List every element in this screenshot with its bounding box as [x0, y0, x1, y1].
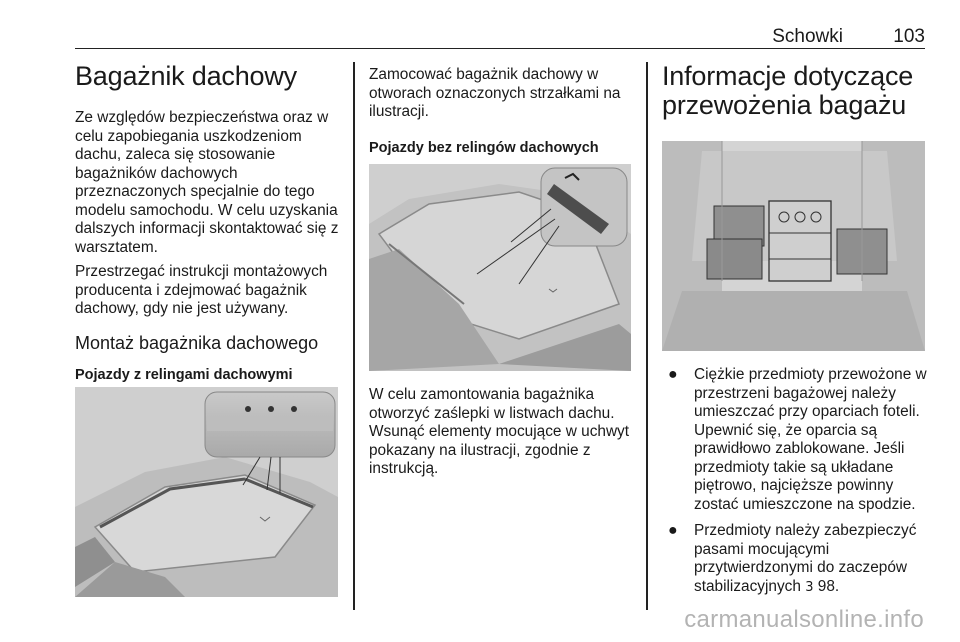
page-reference-link[interactable]: 98. — [817, 577, 840, 595]
no-rails-instructions: W celu zamontowania bagażnika otworzyć zaślepki w listwach dachu. Wsunąć elementy mocujące w uchwyt pokazany na ilustracji, zgodnie z instrukcją. — [369, 386, 630, 477]
luggage-info-list — [662, 366, 932, 605]
column-divider — [353, 62, 355, 610]
roof-rack-heading: Bagażnik dachowy — [75, 61, 297, 91]
roof-rack-instructions: Przestrzegać instrukcji montażowych producenta i zdejmować bagażnik dachowy, gdy nie jest używany. — [75, 263, 328, 317]
secure-items-text: Przedmioty należy zabezpieczyć pasami mocującymi przytwierdzonymi do zaczepów stabilizacyjnych — [694, 522, 917, 595]
variant-with-rails-heading: Pojazdy z relingami dachowymi — [75, 366, 293, 383]
column-no-rails-text — [369, 386, 634, 479]
cargo-area-illustration — [662, 141, 925, 351]
mounting-subheading: Montaż bagażnika dachowego — [75, 332, 319, 353]
bullet-icon: ● — [668, 366, 678, 383]
heavy-items-text: Ciężkie przedmioty przewożone w przestrzeni bagażowej należy umieszczać przy oparciach foteli. Upewnić się, że oparcia są prawidłowo zablokowane. Jeśli przedmioty takie są układane piętrowo, najcięższe powinny zostać umieszczone na spodzie. — [694, 366, 927, 513]
column-roof-rack — [75, 62, 343, 384]
page-number: 103 — [893, 26, 925, 47]
list-item — [662, 522, 932, 597]
column-luggage-info — [662, 62, 932, 120]
variant-without-rails-heading: Pojazdy bez relingów dachowych — [369, 139, 599, 156]
roof-no-rails-illustration — [369, 164, 631, 371]
page-header — [75, 22, 925, 49]
luggage-heading-line1: Informacje dotyczące — [662, 61, 914, 91]
list-item — [662, 366, 932, 514]
bullet-icon: ● — [668, 522, 678, 539]
section-title: Schowki — [772, 26, 843, 47]
column-no-rails — [369, 62, 634, 157]
watermark: carmanualsonline.info — [684, 606, 924, 633]
luggage-heading-line2: przewożenia bagażu — [662, 90, 907, 120]
column-divider — [646, 62, 648, 610]
roof-rack-intro: Ze względów bezpieczeństwa oraz w celu zapobiegania uszkodzeniom dachu, zaleca się stosowanie bagażników dachowych przeznaczonych specjalnie do tego modelu samochodu. W celu uzyskania dalszych informacji skontaktować się z warsztatem. — [75, 109, 339, 256]
mounting-points-text: Zamocować bagażnik dachowy w otworach oznaczonych strzałkami na ilustracji. — [369, 66, 621, 120]
page-reference-icon: 3 — [805, 579, 814, 595]
roof-rails-illustration — [75, 387, 338, 597]
